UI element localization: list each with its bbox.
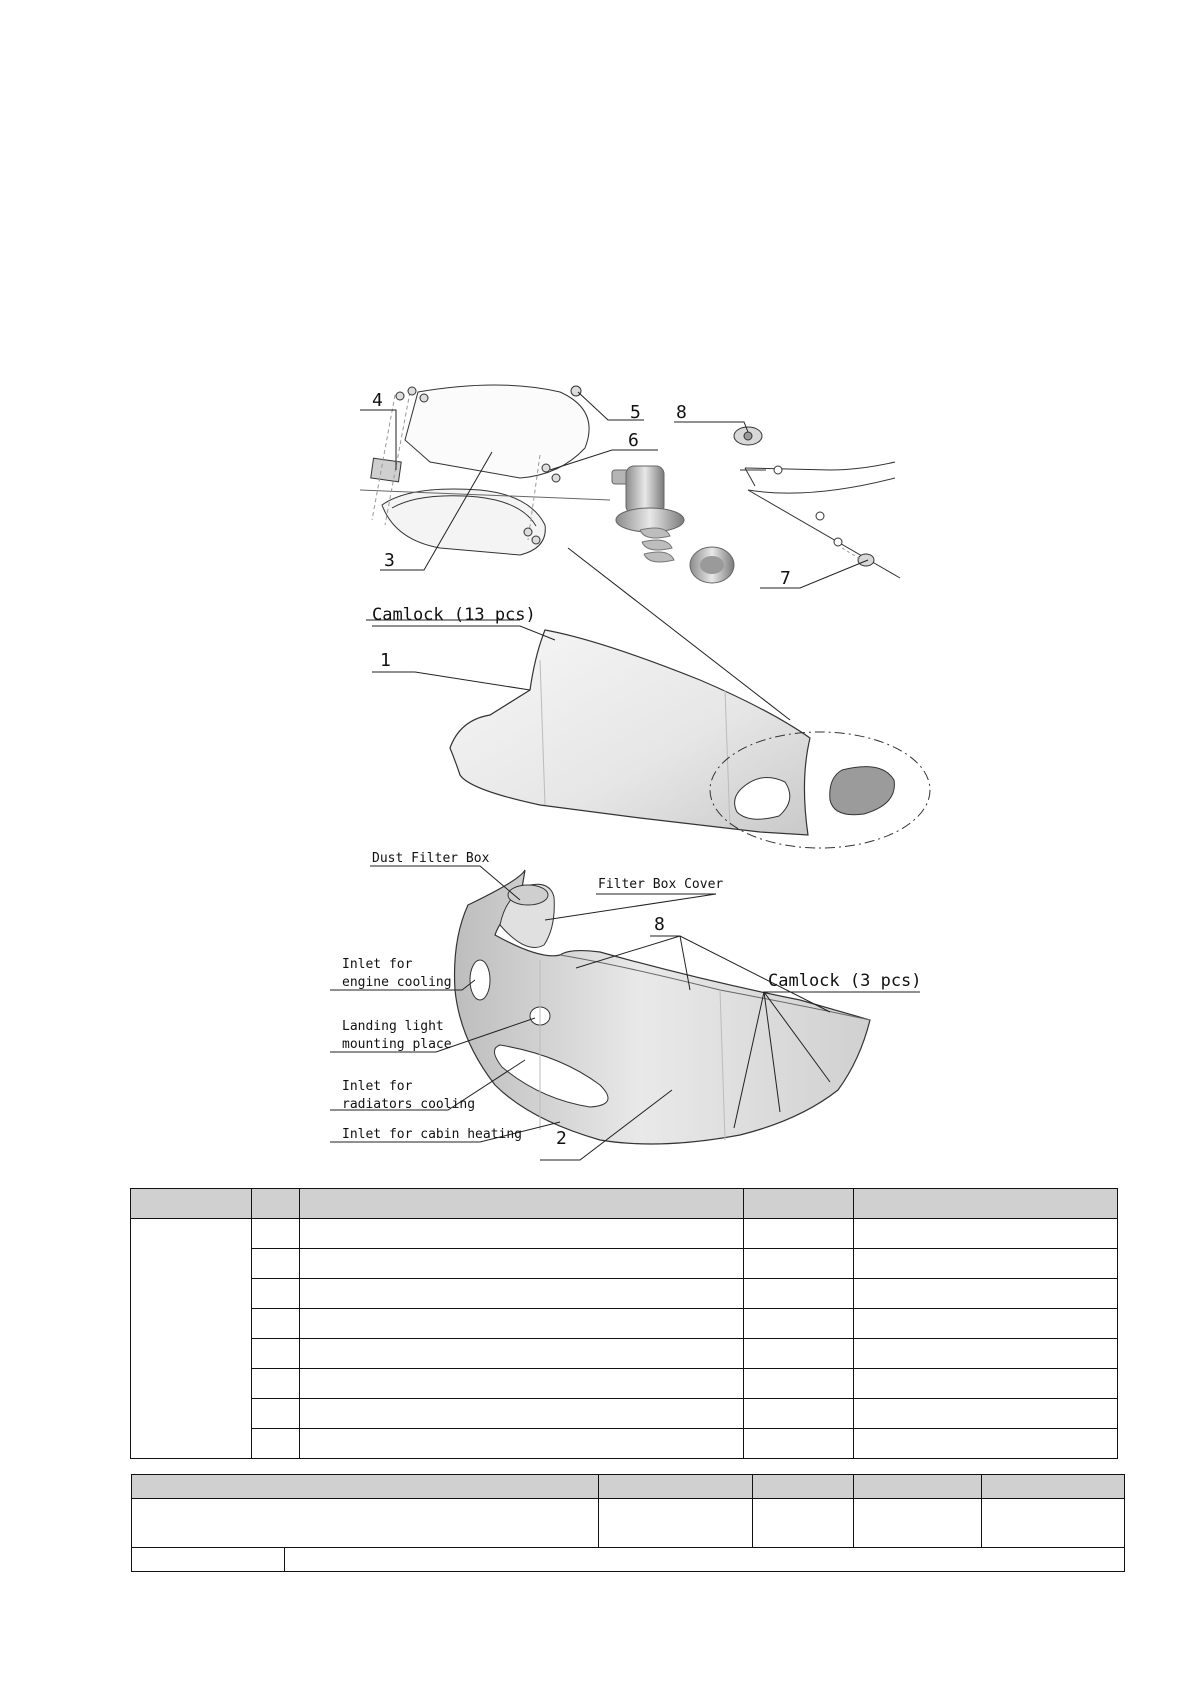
table-row [131, 1369, 1118, 1399]
table-row [131, 1339, 1118, 1369]
label-inlet-engine-line2: engine cooling [342, 975, 452, 990]
label-inlet-engine-line1: Inlet for [342, 957, 413, 972]
parts-table-header-row [131, 1189, 1118, 1219]
parts-list-table [130, 1188, 1118, 1459]
label-camlock-13: Camlock (13 pcs) [372, 605, 536, 625]
upper-flap-assembly [360, 385, 610, 555]
title-block-row [132, 1499, 1125, 1548]
label-camlock-3: Camlock (3 pcs) [768, 971, 922, 991]
side-panel-fragment [734, 427, 900, 578]
table-row [131, 1219, 1118, 1249]
label-dust-filter-box: Dust Filter Box [372, 851, 490, 866]
table-row [131, 1429, 1118, 1459]
title-block-header-row [132, 1475, 1125, 1499]
table-row [131, 1399, 1118, 1429]
table-row [131, 1279, 1118, 1309]
label-landing-line1: Landing light [342, 1019, 444, 1034]
label-inlet-cabin: Inlet for cabin heating [342, 1127, 523, 1142]
label-item-6: 6 [628, 430, 639, 451]
label-item-5: 5 [630, 402, 641, 423]
label-item-1: 1 [380, 650, 391, 671]
lower-cowling-part-2 [455, 870, 870, 1144]
label-item-7: 7 [780, 568, 791, 589]
label-item-8-bottom: 8 [654, 914, 665, 935]
label-item-8-top: 8 [676, 402, 687, 423]
title-block-footer-row [132, 1548, 1125, 1572]
label-item-4: 4 [372, 390, 383, 411]
camlock-fastener-icon [612, 466, 734, 583]
table-row [131, 1249, 1118, 1279]
label-item-3: 3 [384, 550, 395, 571]
upper-cowling-part-1 [450, 630, 930, 848]
label-filter-box-cover: Filter Box Cover [598, 877, 724, 892]
label-item-2: 2 [556, 1128, 567, 1149]
label-inlet-radiators-line1: Inlet for [342, 1079, 413, 1094]
label-landing-line2: mounting place [342, 1037, 452, 1052]
table-row [131, 1309, 1118, 1339]
title-block-table [131, 1474, 1125, 1572]
label-inlet-radiators-line2: radiators cooling [342, 1097, 476, 1112]
